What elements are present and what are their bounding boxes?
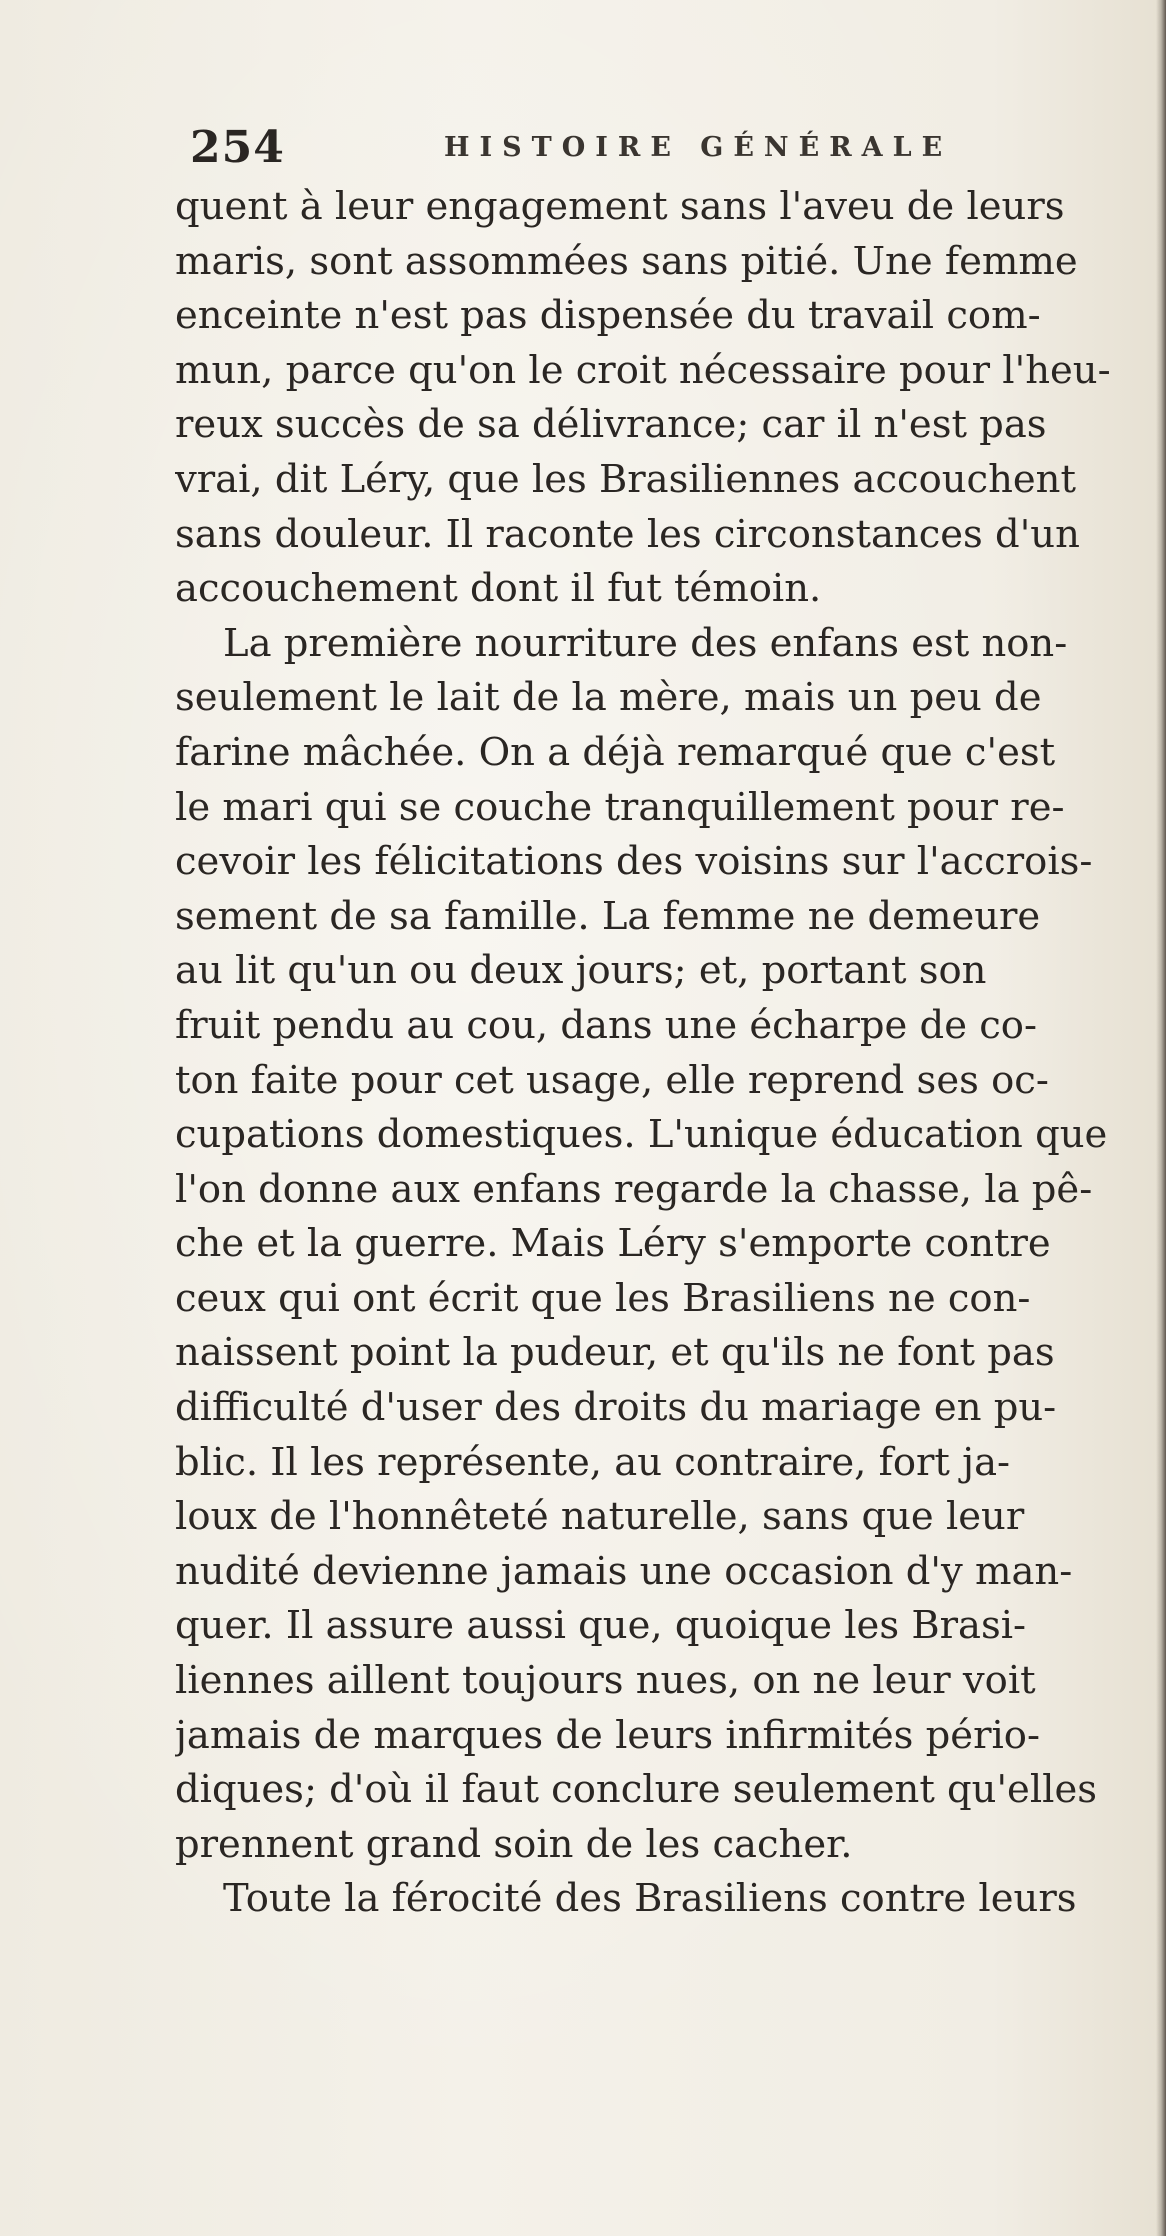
text-line: quer. Il assure aussi que, quoique les Brasi-: [175, 1603, 1027, 1649]
text-line: farine mâchée. On a déjà remarqué que c'est: [175, 729, 1056, 775]
text-line: ton faite pour cet usage, elle reprend ses oc-: [175, 1057, 1049, 1103]
text-line: nudité devienne jamais une occasion d'y man-: [175, 1548, 1073, 1594]
text-line: sement de sa famille. La femme ne demeure: [175, 893, 1041, 939]
text-line: difficulté d'user des droits du mariage en pu-: [175, 1385, 1057, 1431]
paragraph-start-line: Toute la férocité des Brasiliens contre leurs: [223, 1876, 1077, 1922]
body-text: [175, 180, 1166, 1927]
text-line: au lit qu'un ou deux jours; et, portant son: [175, 948, 987, 994]
text-line: quent à leur engagement sans l'aveu de leurs: [175, 184, 1065, 229]
text-line: mun, parce qu'on le croit nécessaire pour l'heu-: [175, 347, 1111, 393]
text-line: jamais de marques de leurs infirmités pério-: [175, 1712, 1040, 1758]
text-line: liennes aillent toujours nues, on ne leur voit: [175, 1658, 1036, 1704]
text-line: l'on donne aux enfans regarde la chasse, la pê-: [175, 1166, 1093, 1212]
text-line: ceux qui ont écrit que les Brasiliens ne con-: [175, 1275, 1031, 1321]
text-line: enceinte n'est pas dispensée du travail com-: [175, 293, 1041, 339]
text-line: vrai, dit Léry, que les Brasiliennes accouchent: [175, 456, 1076, 502]
text-line: reux succès de sa délivrance; car il n'est pas: [175, 402, 1047, 448]
page-number: 254: [190, 122, 285, 173]
text-line: cupations domestiques. L'unique éducation que: [175, 1112, 1108, 1158]
text-line: naissent point la pudeur, et qu'ils ne font pas: [175, 1330, 1055, 1376]
paragraph-start-line: La première nourriture des enfans est non-: [223, 620, 1068, 666]
page-header: [190, 122, 970, 182]
text-line: sans douleur. Il raconte les circonstances d'un: [175, 511, 1080, 557]
text-line: prennent grand soin de les cacher.: [175, 1821, 853, 1867]
text-line: seulement le lait de la mère, mais un peu de: [175, 675, 1042, 721]
text-line: fruit pendu au cou, dans une écharpe de co-: [175, 1002, 1037, 1048]
text-line: loux de l'honnêteté naturelle, sans que leur: [175, 1494, 1025, 1540]
text-line: maris, sont assommées sans pitié. Une femme: [175, 238, 1078, 284]
text-line: accouchement dont il fut témoin.: [175, 566, 822, 612]
text-line: blic. Il les représente, au contraire, fort ja-: [175, 1439, 1011, 1485]
text-line: cevoir les félicitations des voisins sur l'accrois-: [175, 839, 1093, 885]
text-line: le mari qui se couche tranquillement pour re-: [175, 784, 1065, 830]
running-head: HISTOIRE GÉNÉRALE: [444, 132, 953, 163]
text-line: che et la guerre. Mais Léry s'emporte contre: [175, 1221, 1051, 1267]
text-line: diques; d'où il faut conclure seulement qu'elles: [175, 1767, 1098, 1813]
